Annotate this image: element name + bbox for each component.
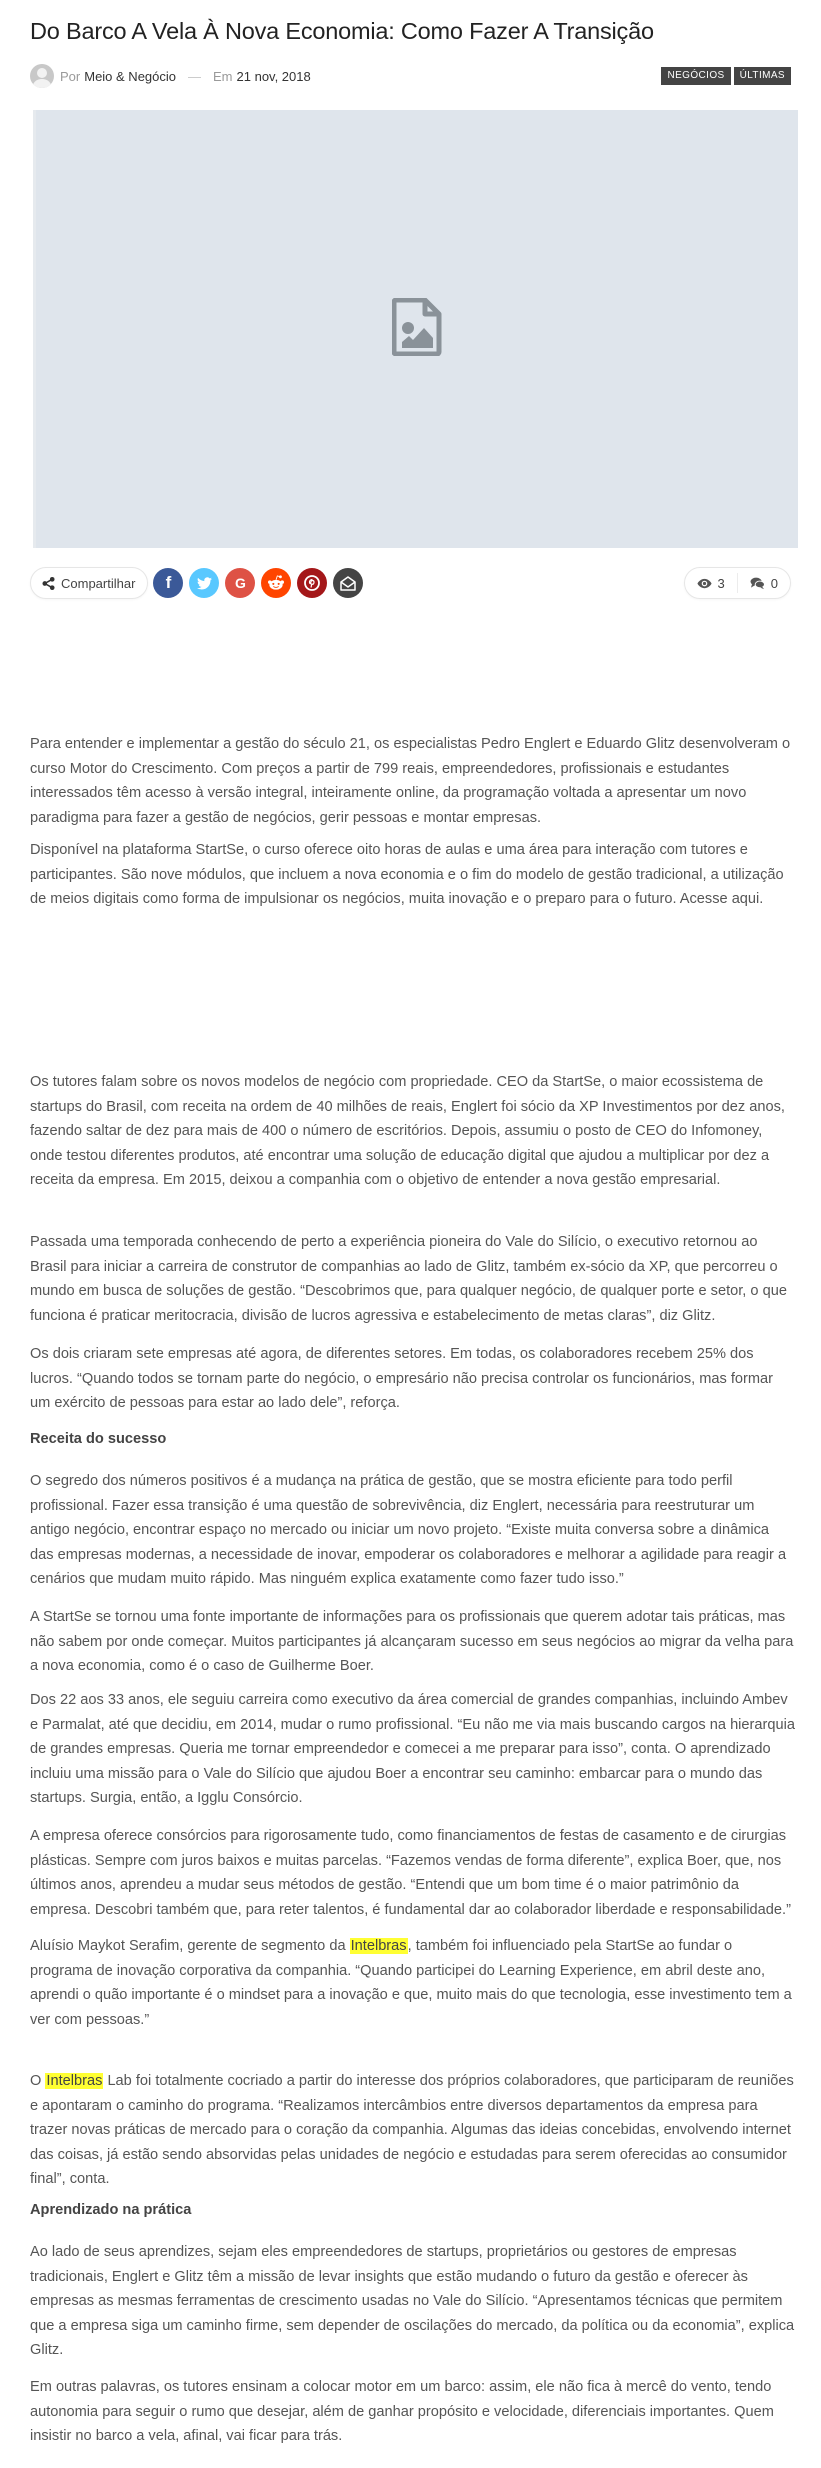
highlighted-keyword[interactable]: Intelbras [350,1938,407,1954]
article-paragraph: O segredo dos números positivos é a mudança na prática de gestão, que se mostra eficiente para todo perfil profissional. Fazer essa transição é uma questão de sobrevivência, diz Englert, necessária para reestruturar um antigo negócio, encontrar espaço no mercado ou iniciar um novo projeto. “Existe muita conversa sobre a dinâmica das empresas modernas, a necessidade de inovar, empoderar os colaboradores e melhorar a agilidade para reagir a cenários que mudam muito rápido. Mas ninguém explica exatamente como fazer tudo isso.” [30,1473,787,1587]
reddit-icon [267,575,285,591]
share-icon [42,577,55,590]
article-body-block [30,1934,795,2032]
category-tag-ultimas[interactable]: ÚLTIMAS [734,67,791,85]
author-link[interactable]: Meio & Negócio [84,68,177,84]
paragraph-text: , também foi influenciado pela StartSe ao fundar o programa de inovação corporativa da companhia. “Quando participei do Learning Experience, em abril deste ano, aprendi o quão importante é o mindset para a inovação e que, muito mais do que tecnologia, esse investimento tem a ver com pessoas.” [30,1938,792,2028]
share-label: Compartilhar [61,575,136,591]
article-paragraph: Em outras palavras, os tutores ensinam a colocar motor em um barco: assim, ele não fica à mercê do vento, tendo autonomia para seguir o rumo que desejar, além de ganhar propósito e velocidade, diferenciais importantes. Quem insistir no barco a vela, afinal, vai ficar para trás. [30,2379,774,2444]
pinterest-share-button[interactable] [297,568,327,598]
article-body-block [30,2375,795,2449]
article-body-block [30,1688,795,1811]
featured-image-placeholder [33,110,798,548]
share-button[interactable] [30,567,148,599]
paragraph-text: Lab foi totalmente cocriado a partir do interesse dos próprios colaboradores, que participaram de reuniões e apontaram o caminho do programa. “Realizamos intercâmbios entre diversos departamentos da empresa para trazer novas práticas de mercado para o coração da companhia. Algumas das ideias concebidas, envolvendo internet das coisas, já estão sendo absorvidas pelas unidades de negócio e estudadas para serem oferecidas ao consumidor final”, conta. [30,2073,794,2187]
highlighted-keyword[interactable]: Intelbras [46,2073,103,2089]
category-tags [661,67,791,85]
twitter-share-button[interactable] [189,568,219,598]
post-stats [684,567,791,599]
post-meta [30,64,791,88]
article-paragraph: Os tutores falam sobre os novos modelos de negócio com propriedade. CEO da StartSe, o maior ecossistema de startups do Brasil, com receita na ordem de 40 milhões de reais, Englert foi sócio da XP Investimentos por dez anos, fazendo saltar de dez para mais de 400 o número de escritórios. Depois, assumiu o posto de CEO do Infomoney, onde testou diferentes produtos, até encontrar uma solução de educação digital que ajudou a multiplicar por dez a receita da empresa. Em 2015, deixou a companhia com o objetivo de entender a nova gestão empresarial. [30,1074,785,1188]
article-paragraph: Os dois criaram sete empresas até agora, de diferentes setores. Em todas, os colaboradores recebem 25% dos lucros. “Quando todos se tornam parte do negócio, o empresário não precisa controlar os funcionários, mas formar um exército de pessoas para estar ao lado dele”, reforça. [30,1346,774,1411]
views-value: 3 [717,575,725,591]
article-body-block [30,1230,795,1328]
section-heading-receita: Receita do sucesso [30,1431,167,1447]
date-label: Em [213,68,233,84]
article-body-block [30,1605,795,1679]
email-icon [340,576,356,591]
article-body-block [30,1469,795,1592]
page-title: Do Barco A Vela À Nova Economia: Como Fazer A Transição [30,18,654,44]
section-heading-wrap [30,2198,795,2223]
article-paragraph: Dos 22 aos 33 anos, ele seguiu carreira como executivo da área comercial de grandes companhias, incluindo Ambev e Parmalat, até que decidiu, em 2014, mudar o rumo profissional. “Eu não me via mais buscando cargos na hierarquia de grandes empresas. Queria me tornar empreendedor e comecei a me preparar para isso”, conta. O aprendizado incluiu uma missão para o Vale do Silício que ajudou Boer a encontrar seu caminho: embarcar para o mundo das startups. Surgia, então, a Igglu Consórcio. [30,1692,795,1806]
comments-icon [750,577,765,590]
comments-count[interactable] [737,573,790,593]
image-file-icon [392,298,442,361]
paragraph-text: O [30,2073,46,2089]
section-heading-aprendizado: Aprendizado na prática [30,2202,192,2218]
paragraph-text: Aluísio Maykot Serafim, gerente de segmento da [30,1938,350,1954]
email-share-button[interactable] [333,568,363,598]
article-body-main [30,1070,795,1193]
pinterest-icon [304,575,320,591]
by-label: Por [60,68,81,84]
article-body-block [30,2069,795,2192]
twitter-icon [197,577,212,590]
google-icon: G [234,575,246,591]
article-body-intro [30,732,795,830]
share-bar [30,566,791,600]
google-share-button[interactable] [225,568,255,598]
facebook-icon: f [165,573,172,592]
category-tag-negocios[interactable]: NEGÓCIOS [661,67,730,85]
article-paragraph: A empresa oferece consórcios para rigorosamente tudo, como financiamentos de festas de casamento e de cirurgias plásticas. Sempre com juros baixos e muitas parcelas. “Fazemos vendas de forma diferente”, explica Boer, que, nos últimos anos, aprendeu a mudar seus métodos de gestão. “Entendi que um bom time é o maior patrimônio da empresa. Descobri também que, para reter talentos, é fundamental dar ao colaborador liberdade e responsabilidade.” [30,1828,791,1918]
article-paragraph: Ao lado de seus aprendizes, sejam eles empreendedores de startups, proprietários ou gestores de empresas tradicionais, Englert e Glitz têm a missão de levar insights que estão mudando o futuro da gestão e oferecer às empresas as mesmas ferramentas de crescimento usadas no Vale do Silício. “Apresentamos técnicas que permitem que a empresa siga um caminho firme, sem depender de oscilações do mercado, da política ou da economia”, explica Glitz. [30,2244,795,2358]
avatar[interactable] [30,64,54,88]
article-paragraph: Para entender e implementar a gestão do século 21, os especialistas Pedro Englert e Eduardo Glitz desenvolveram o curso Motor do Crescimento. Com preços a partir de 799 reais, empreendedores, profissionais e estudantes interessados têm acesso à versão integral, inteiramente online, da programação voltada a apresentar um novo paradigma para fazer a gestão de negócios, gerir pessoas e montar empresas. [30,736,791,826]
comments-value: 0 [770,575,778,591]
meta-separator: — [188,68,202,84]
article-body-block [30,2240,795,2363]
views-count [685,576,737,591]
article-paragraph: Disponível na plataforma StartSe, o curso oferece oito horas de aulas e uma área para interação com tutores e participantes. São nove módulos, que incluem a nova economia e o fim do modelo de gestão tradicional, a utilização de meios digitais como forma de impulsionar os negócios, muita inovação e o preparo para o futuro. Acesse aqui. [30,842,784,907]
article-body-intro-2 [30,838,795,912]
section-heading-wrap [30,1427,795,1452]
article-paragraph-intelbras [30,1934,795,2032]
facebook-share-button[interactable] [153,568,183,598]
article-paragraph: A StartSe se tornou uma fonte importante de informações para os profissionais que querem adotar tais práticas, mas não sabem por onde começar. Muitos participantes já alcançaram sucesso em seus negócios ao migrar da velha para a nova economia, como é o caso de Guilherme Boer. [30,1609,794,1674]
post-date: 21 nov, 2018 [236,68,311,84]
article-paragraph-intelbras-lab [30,2069,795,2192]
article-body-block [30,1342,795,1416]
reddit-share-button[interactable] [261,568,291,598]
eye-icon [697,578,712,589]
article-body-block [30,1824,795,1922]
article-paragraph: Passada uma temporada conhecendo de perto a experiência pioneira do Vale do Silício, o executivo retornou ao Brasil para iniciar a carreira de construtor de companhias ao lado de Glitz, também ex-sócio da XP, que percorreu o mundo em busca de soluções de gestão. “Descobrimos que, para qualquer negócio, de qualquer porte e setor, o que funciona é praticar meritocracia, divisão de lucros agressiva e estabelecimento de metas claras”, diz Glitz. [30,1234,787,1324]
